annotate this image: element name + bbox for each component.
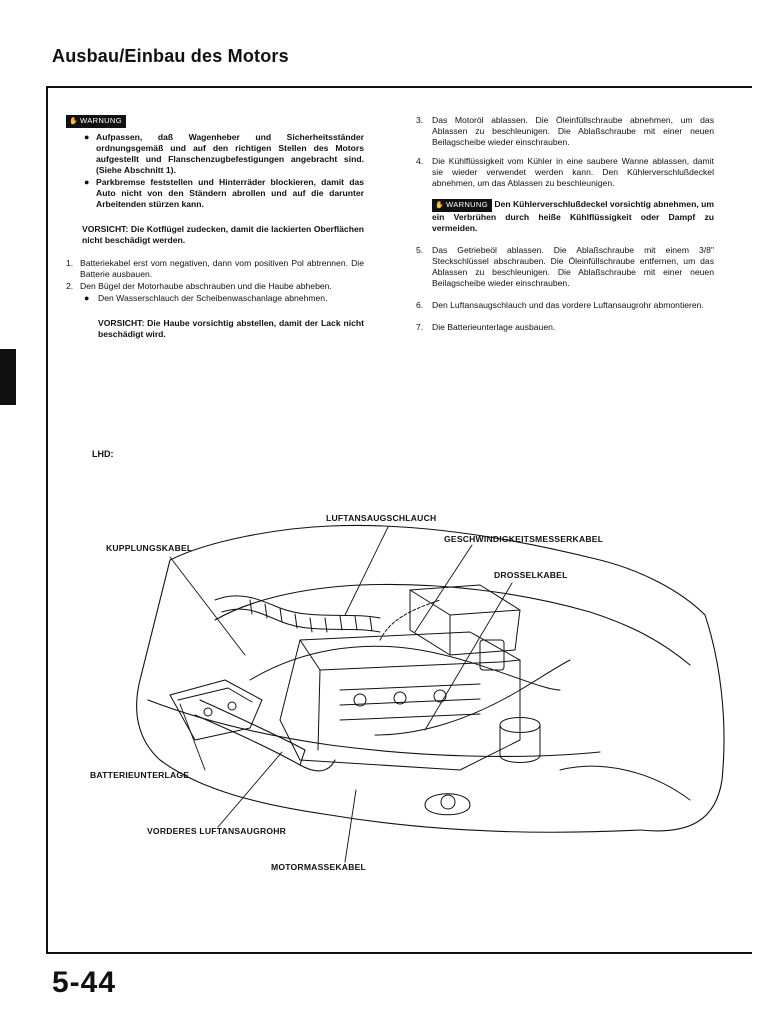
label-motormassekabel: MOTORMASSEKABEL	[271, 862, 366, 872]
label-vorderes-luftansaugrohr: VORDERES LUFTANSAUGROHR	[147, 826, 287, 836]
step-text: Den Bügel der Motorhaube abschrauben und die Haube abheben.	[80, 281, 332, 291]
step-number: 3.	[416, 115, 424, 125]
step-sub-text: Den Wasserschlauch der Scheibenwaschanlage abnehmen.	[98, 293, 328, 303]
caution-note-hood: VORSICHT: Die Haube vorsichtig abstellen, damit der Lack nicht beschädigt wird.	[98, 318, 364, 339]
warning-text: Den Kühlerverschlußdeckel vorsichtig abnehmen, um ein Verbrühen durch heiße Kühlflüssigkeit oder Dampf zu vermeiden.	[432, 199, 715, 233]
leader-vorderes-luftansaugrohr	[218, 752, 282, 827]
warning-badge-label: WARNUNG	[80, 116, 122, 125]
step-text: Das Getriebeöl ablassen. Die Ablaßschraube mit einem 3/8" Steckschlüssel abschrauben. Die Öleinfüllschraube entfernen, um das Ablassen zu beschleunigen. Die Ablaßschraube mit einer neuen Beilagscheibe wieder einschrauben.	[432, 245, 714, 288]
leader-kupplungskabel	[170, 557, 245, 655]
step-number: 6.	[416, 300, 424, 310]
bullet-icon: ●	[84, 132, 90, 142]
leader-motormassekabel	[345, 790, 356, 862]
step-text: Das Motoröl ablassen. Die Öleinfüllschraube abnehmen, um das Ablassen zu beschleunigen. Die Ablaßschraube mit einer neuen Beilagscheibe wieder einschrauben.	[432, 115, 714, 147]
engine-bay-outline	[137, 525, 724, 832]
label-drosselkabel: DROSSELKABEL	[494, 570, 568, 580]
wheel-arch	[560, 766, 690, 800]
diagram-heading: LHD:	[92, 449, 114, 459]
step-number: 7.	[416, 322, 424, 332]
step-text: Den Luftansaugschlauch und das vordere Luftansaugrohr abmontieren.	[432, 300, 704, 310]
leader-luftansaugschlauch	[345, 527, 388, 615]
leader-batterieunterlage	[180, 704, 205, 770]
step-number: 1.	[66, 258, 74, 268]
leader-drosselkabel	[425, 583, 512, 730]
leader-lines	[170, 527, 512, 862]
warning-badge-label: WARNUNG	[446, 200, 488, 209]
page-number: 5-44	[52, 966, 117, 999]
step-text: Die Batterieunterlage ausbauen.	[432, 322, 556, 332]
label-batterieunterlage: BATTERIEUNTERLAGE	[90, 770, 190, 780]
page-title: Ausbau/Einbau des Motors	[52, 46, 289, 66]
step-text: Batteriekabel erst vom negativen, dann vom positiven Pol abtrennen. Die Batterie ausbauen.	[80, 258, 364, 279]
step-number: 5.	[416, 245, 424, 255]
bullet-icon: ●	[84, 177, 90, 187]
bullet-icon: ●	[84, 293, 90, 303]
label-kupplungskabel: KUPPLUNGSKABEL	[106, 543, 193, 553]
step-text: Die Kühlflüssigkeit vom Kühler in eine saubere Wanne ablassen, damit sie wieder verwendet werden kann. Den Kühlerverschlußdeckel abnehmen, um das Ablassen zu beschleunigen.	[432, 156, 714, 188]
warning-hand-icon: ✋	[69, 118, 79, 125]
step-number: 4.	[416, 156, 424, 166]
label-luftansaugschlauch: LUFTANSAUGSCHLAUCH	[326, 513, 437, 523]
caution-note: VORSICHT: Die Kotflügel zudecken, damit die lackierten Oberflächen nicht beschädigt werden.	[82, 224, 364, 245]
step-number: 2.	[66, 281, 74, 291]
warning-bullet-text: Parkbremse feststellen und Hinterräder blockieren, damit das Auto nicht von den Ständern abrollen und auf die darunter Arbeitenden stürzen kann.	[96, 177, 364, 209]
warning-bullet-text: Aufpassen, daß Wagenheber und Sicherheitsständer ordnungsgemäß und auf den richtigen Stellen des Motors aufgestellt und Flanschenzugbefestigungen angebracht sind. (Siehe Abschnitt 1).	[96, 132, 364, 175]
warning-hand-icon: ✋	[435, 202, 445, 209]
battery-tray	[170, 680, 262, 740]
intake-hose	[215, 596, 380, 632]
label-geschwindigkeitsmesserkabel: GESCHWINDIGKEITSMESSERKABEL	[444, 534, 604, 544]
